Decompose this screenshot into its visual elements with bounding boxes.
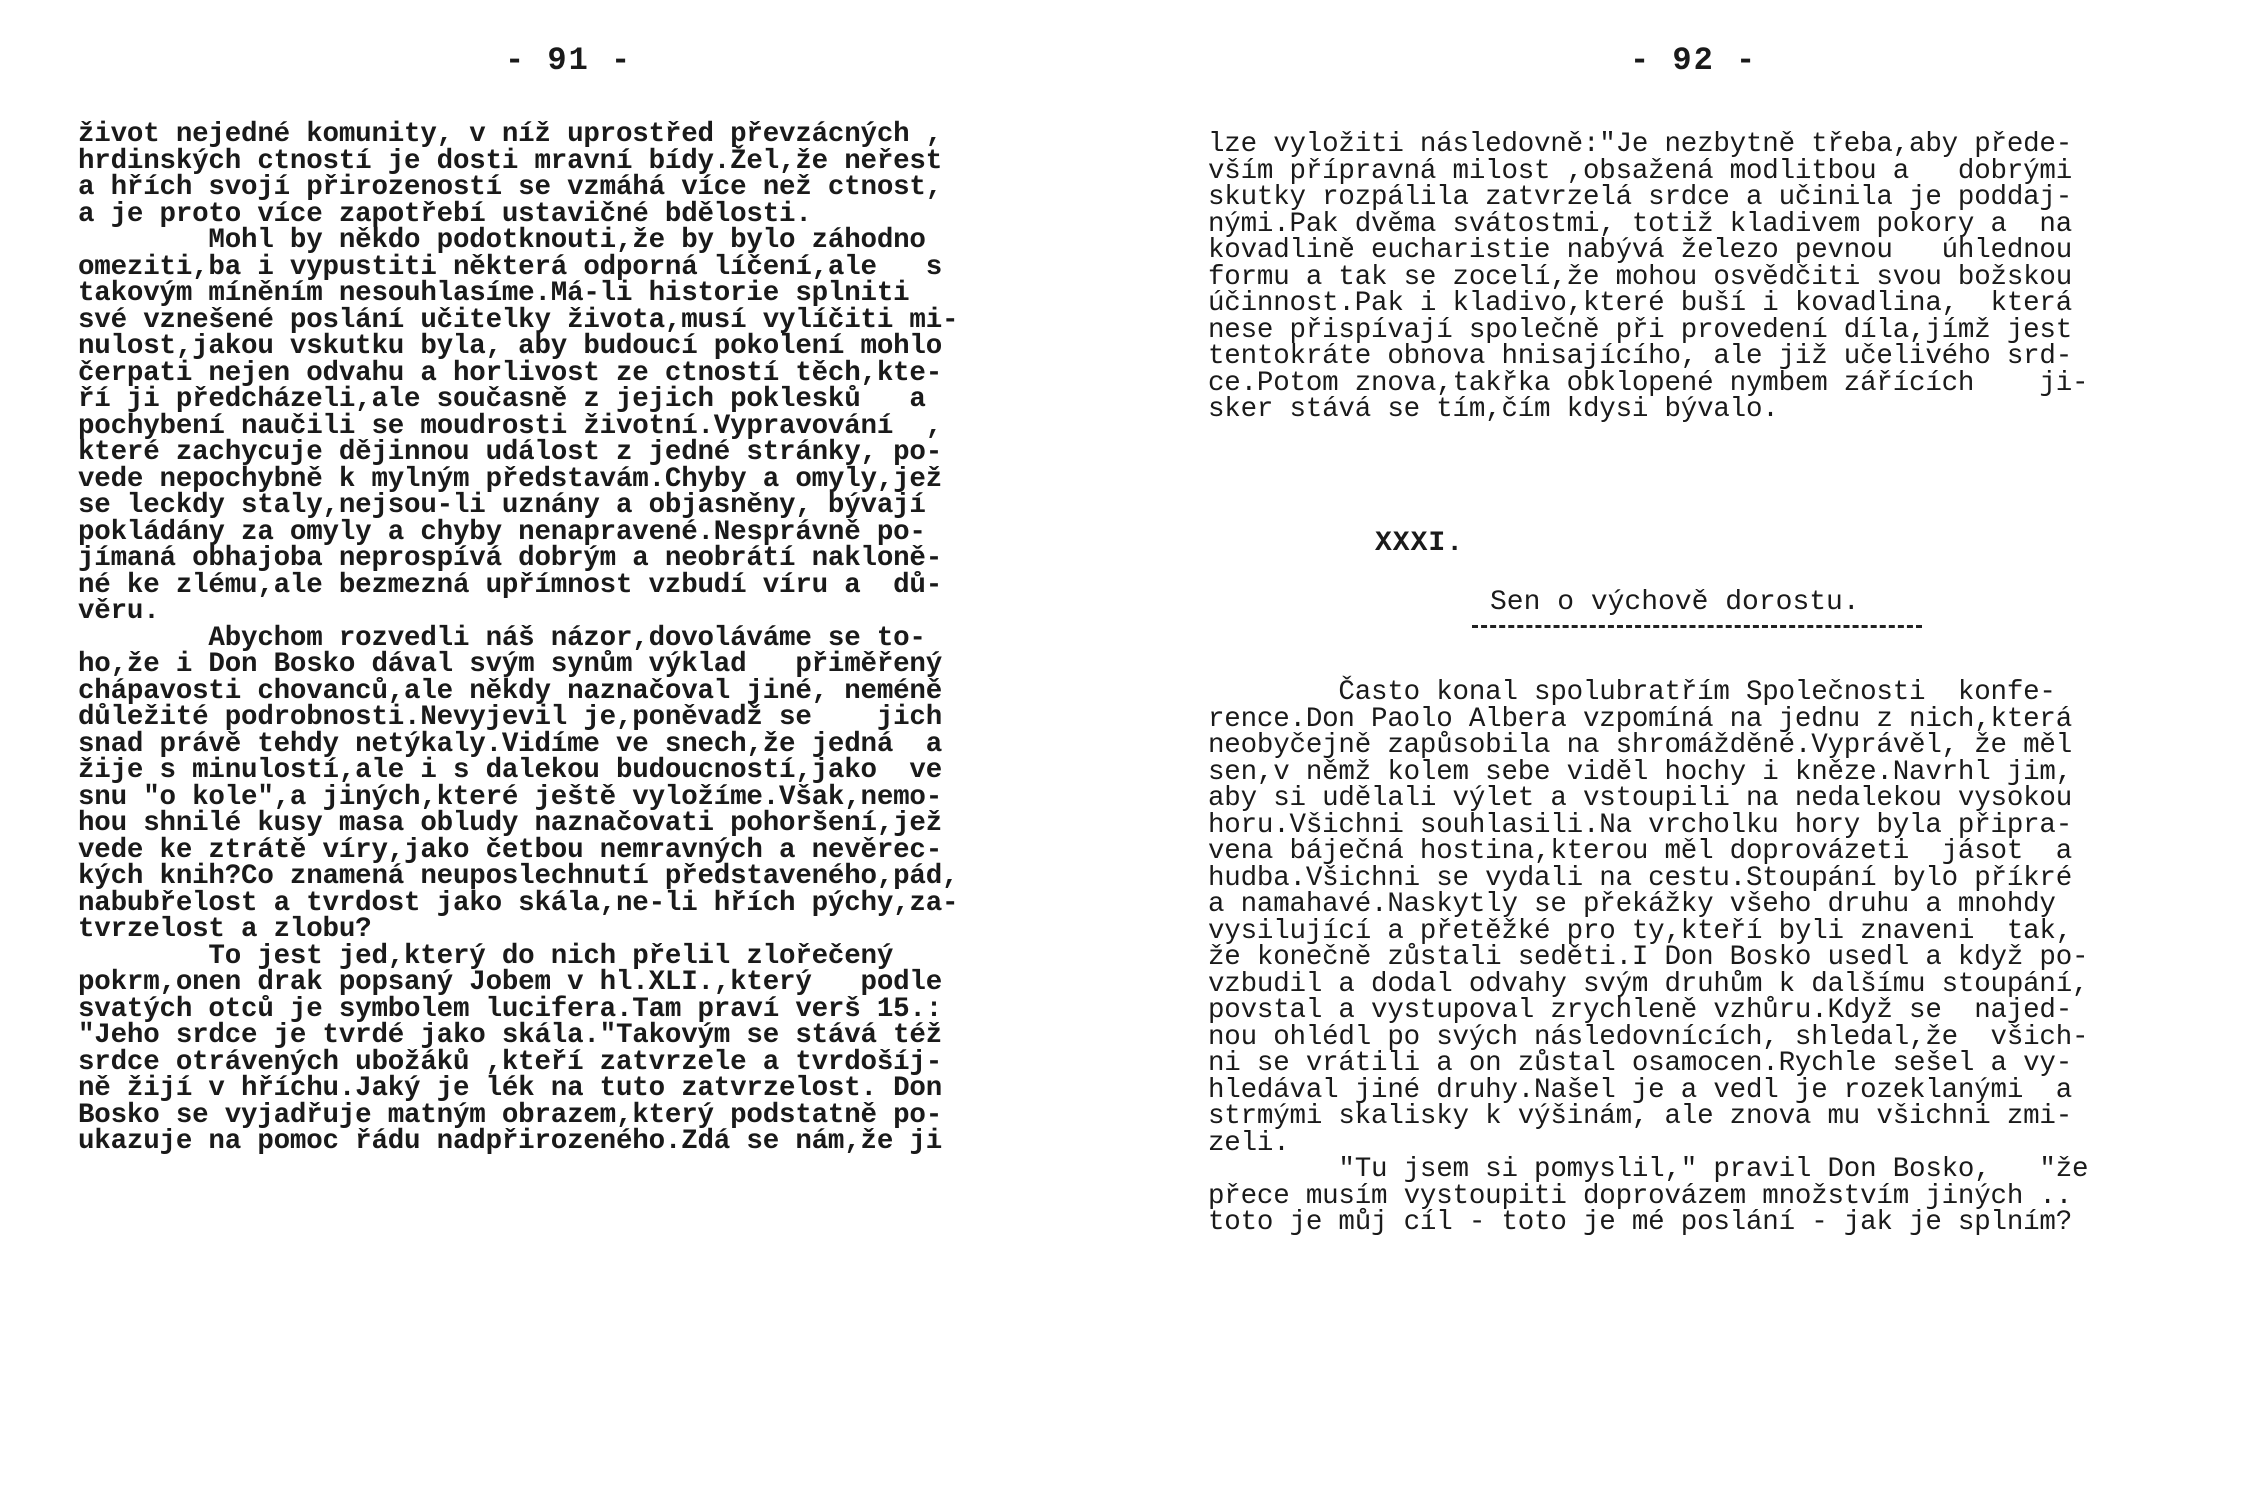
text-line: nými.Pak dvěma svátostmi, totiž kladivem pokory a na xyxy=(1208,208,2073,240)
text-line: ně žijí v hříchu.Jaký je lék na tuto zatvrzelost. Don xyxy=(78,1073,943,1104)
text-line: pokrm,onen drak popsaný Jobem v hl.XLI.,který podle xyxy=(78,967,943,998)
text-line: tvrzelost a zlobu? xyxy=(78,914,372,945)
text-line: hrdinských ctností je dosti mravní bídy.Žel,že neřest xyxy=(78,145,943,177)
text-line: vším přípravná milost ,obsažená modlitbou a dobrými xyxy=(1208,155,2073,187)
text-line: né ke zlému,ale bezmezná upřímnost vzbudí víru a dů- xyxy=(78,569,943,601)
text-line: omeziti,ba i vypustiti některá odporná líčení,ale s xyxy=(78,251,943,283)
text-line: srdce otrávených ubožáků ,kteří zatvrzele a tvrdošíj- xyxy=(78,1046,943,1078)
text-line: kovadlině eucharistie nabývá železo pevnou úhlednou xyxy=(1208,235,2073,266)
text-line: zeli. xyxy=(1208,1127,1290,1159)
text-line: vzbudil a dodal odvahy svým druhům k dalšímu stoupání, xyxy=(1208,968,2089,1000)
text-line: snu "o kole",a jiných,které ještě vyložíme.Však,nemo- xyxy=(78,781,943,813)
text-line: toto je můj cíl - toto je mé poslání - jak je splním? xyxy=(1208,1207,2073,1238)
text-line: pokládány za omyly a chyby nenapravené.Nesprávně po- xyxy=(78,516,926,548)
text-line: se leckdy staly,nejsou-li uznány a objasněny, bývají xyxy=(78,490,926,521)
text-line: "Jeho srdce je tvrdé jako skála."Takovým se stává též xyxy=(78,1020,943,1051)
text-line: Často konal spolubratřím Společnosti konfe- xyxy=(1208,677,2056,708)
text-line: Bosko se vyjadřuje matným obrazem,který podstatně po- xyxy=(78,1099,943,1131)
text-line: své vznešené poslání učitelky života,musí vylíčiti mi- xyxy=(78,304,959,336)
text-line: a je proto více zapotřebí ustavičné bdělosti. xyxy=(78,198,812,230)
text-line: Mohl by někdo podotknouti,že by bylo záhodno xyxy=(78,225,926,256)
text-line: že konečně zůstali seděti.I Don Bosko usedl a když po- xyxy=(1208,942,2089,973)
text-line: vede ke ztrátě víry,jako četbou nemravných a nevěrec- xyxy=(78,834,943,866)
text-line: které zachycuje dějinnou událost z jedné stránky, po- xyxy=(78,437,943,468)
chapter-number: XXXI. xyxy=(1375,528,1465,559)
text-line: sker stává se tím,čím kdysi bývalo. xyxy=(1208,394,1779,425)
text-line: ho,že i Don Bosko dával svým synům výklad přiměřený xyxy=(78,649,943,680)
right-page-top-text xyxy=(1208,129,2218,425)
text-line: snad právě tehdy netýkaly.Vidíme ve snech,že jedná a xyxy=(78,728,943,760)
text-line: ce.Potom znova,takřka obklopené nymbem zářících ji- xyxy=(1208,367,2089,399)
text-line: a namahavé.Naskytly se překážky všeho druhu a mnohdy xyxy=(1208,889,2056,920)
text-line: sen,v němž kolem sebe viděl hochy i kněze.Navrhl jim, xyxy=(1208,756,2073,788)
text-line: neobyčejně zapůsobila na shromážděné.Vyprávěl, že měl xyxy=(1208,730,2073,761)
text-line: důležité podrobnosti.Nevyjevil je,poněvadž se jich xyxy=(78,702,943,733)
text-line: žije s minulostí,ale i s dalekou budoucností,jako ve xyxy=(78,755,943,786)
right-page-chapter-text xyxy=(1208,677,2218,1238)
text-line: kých knih?Co znamená neuposlechnutí představeného,pád, xyxy=(78,861,959,892)
text-line: účinnost.Pak i kladivo,které buší i kovadlina, která xyxy=(1208,288,2073,319)
text-line: tentokráte obnova hnisajícího, ale již učelivého srd- xyxy=(1208,341,2073,372)
text-line: lze vyložiti následovně:"Je nezbytně třeba,aby přede- xyxy=(1208,129,2073,160)
text-line: věru. xyxy=(78,596,160,627)
text-line: "Tu jsem si pomyslil," pravil Don Bosko, "že xyxy=(1208,1154,2089,1185)
chapter-title-rule xyxy=(1472,625,1922,628)
text-line: nese přispívají společně při provedení díla,jímž jest xyxy=(1208,314,2073,346)
text-line: horu.Všichni souhlasili.Na vrcholku hory byla připra- xyxy=(1208,809,2073,841)
text-line: svatých otců je symbolem lucifera.Tam praví verš 15.: xyxy=(78,993,943,1025)
page-number-right: - 92 - xyxy=(1630,42,1758,79)
text-line: vede nepochybně k mylným představám.Chyby a omyly,jež xyxy=(78,463,943,495)
text-line: rence.Don Paolo Albera vzpomíná na jednu z nich,která xyxy=(1208,703,2073,735)
text-line: chápavosti chovanců,ale někdy naznačoval jiné, neméně xyxy=(78,675,943,707)
text-line: Abychom rozvedli náš názor,dovoláváme se to- xyxy=(78,622,926,654)
text-line: ni se vrátili a on zůstal osamocen.Rychle sešel a vy- xyxy=(1208,1048,2073,1079)
text-line: vena báječná hostina,kterou měl doprovázeti jásot a xyxy=(1208,836,2073,867)
text-line: ří ji předcházeli,ale současně z jejich poklesků a xyxy=(78,384,926,415)
text-line: jímaná obhajoba neprospívá dobrým a neobrátí nakloně- xyxy=(78,543,943,574)
page-number-left: - 91 - xyxy=(505,42,633,79)
text-line: pochybení naučili se moudrosti životní.Vypravování , xyxy=(78,410,943,442)
text-line: aby si udělali výlet a vstoupili na nedalekou vysokou xyxy=(1208,783,2073,814)
text-line: čerpati nejen odvahu a horlivost ze ctností těch,kte- xyxy=(78,357,943,389)
text-line: nabubřelost a tvrdost jako skála,ne-li hřích pýchy,za- xyxy=(78,887,959,919)
text-line: a hřích svojí přirozeností se vzmáhá více než ctnost, xyxy=(78,172,943,203)
text-line: hledával jiné druhy.Našel je a vedl je rozeklanými a xyxy=(1208,1074,2073,1106)
text-line: život nejedné komunity, v níž uprostřed převzácných , xyxy=(78,119,943,150)
text-line: strmými skalisky k výšinám, ale znova mu všichni zmi- xyxy=(1208,1101,2073,1132)
text-line: přece musím vystoupiti doprovázem množstvím jiných .. xyxy=(1208,1180,2073,1212)
left-page-text xyxy=(78,119,1088,1157)
text-line: nou ohlédl po svých následovnících, shledal,že všich- xyxy=(1208,1021,2089,1053)
text-line: skutky rozpálila zatvrzelá srdce a učinila je poddaj- xyxy=(1208,182,2073,213)
text-line: nulost,jakou vskutku byla, aby budoucí pokolení mohlo xyxy=(78,331,943,362)
text-line: ukazuje na pomoc řádu nadpřirozeného.Zdá se nám,že ji xyxy=(78,1126,943,1157)
text-line: To jest jed,který do nich přelil zlořečený xyxy=(78,940,894,972)
right-page xyxy=(1130,0,2260,1500)
chapter-title: Sen o výchově dorostu. xyxy=(1490,587,1860,618)
text-line: takovým míněním nesouhlasíme.Má-li historie splniti xyxy=(78,278,910,309)
text-line: hudba.Všichni se vydali na cestu.Stoupání bylo příkré xyxy=(1208,862,2073,894)
text-line: vysilující a přetěžké pro ty,kteří byli znaveni tak, xyxy=(1208,915,2073,947)
text-line: povstal a vystupoval zrychleně vzhůru.Když se najed- xyxy=(1208,995,2073,1026)
text-line: formu a tak se zocelí,že mohou osvědčiti svou božskou xyxy=(1208,261,2073,293)
text-line: hou shnilé kusy masa obludy naznačovati pohoršení,jež xyxy=(78,808,943,839)
